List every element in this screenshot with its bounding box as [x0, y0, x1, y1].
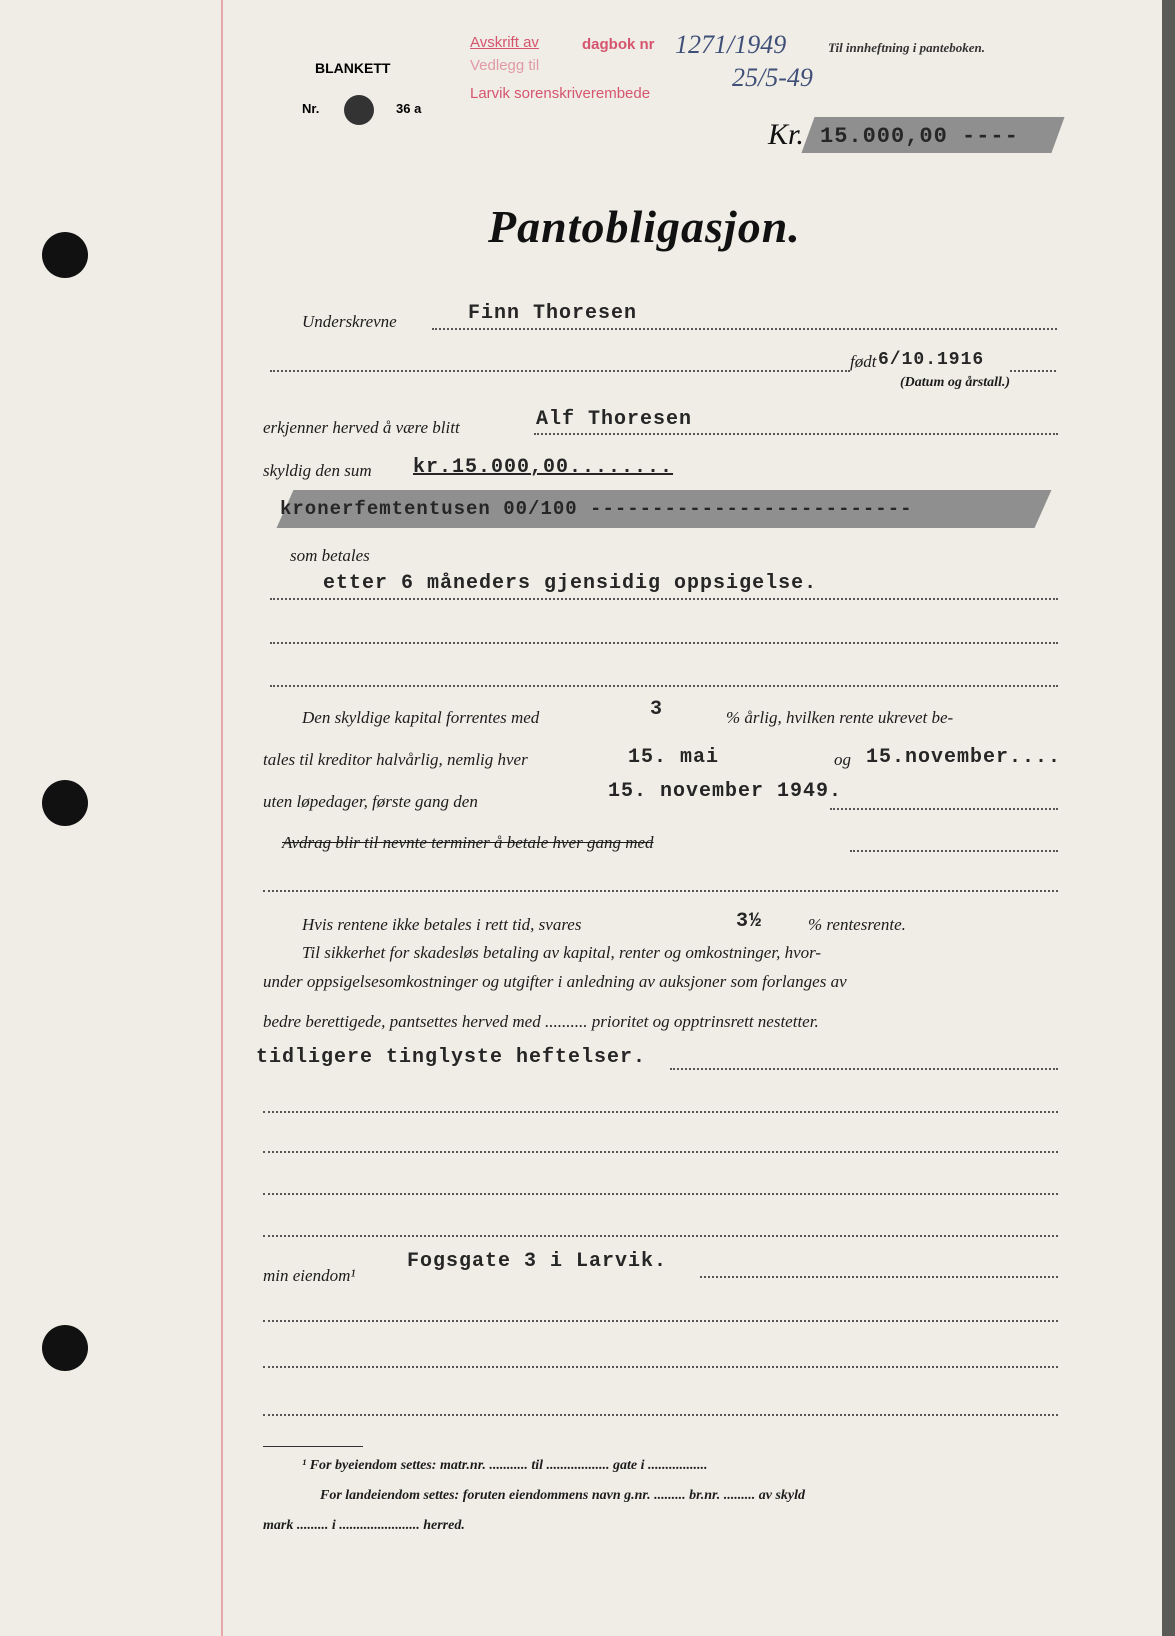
creditor-label: erkjenner herved å være blitt	[263, 418, 460, 437]
dotted-line	[670, 1068, 1058, 1070]
footnote-rule	[263, 1446, 363, 1447]
dagbok-number: 1271/1949	[675, 30, 787, 59]
margin-line	[221, 0, 223, 1636]
header-note: Til innheftning i panteboken.	[828, 40, 985, 55]
born-value: 6/10.1916	[878, 350, 985, 370]
penalty-value: 3½	[736, 910, 763, 933]
footnote-2: For landeiendom settes: foruten eiendommens navn g.nr. ......... br.nr. ......... av skyld	[320, 1488, 805, 1503]
terms-may: 15. mai	[628, 746, 720, 769]
punch-hole	[42, 780, 88, 826]
punch-hole	[42, 1325, 88, 1371]
interest-text: % årlig, hvilken rente ukrevet be-	[726, 708, 954, 727]
undersigned-label: Underskrevne	[302, 312, 397, 331]
footnote-1: ¹ For byeiendom settes: matr.nr. ........... til .................. gate i .................	[302, 1458, 708, 1473]
dotted-line	[1010, 370, 1056, 372]
security-line-1: Til sikkerhet for skadesløs betaling av kapital, renter og omkostninger, hvor-	[302, 943, 822, 962]
stamp-date: 25/5-49	[732, 63, 813, 92]
form-label: BLANKETT	[315, 60, 391, 76]
creditor-value: Alf Thoresen	[536, 408, 693, 431]
property-label: min eiendom¹	[263, 1266, 356, 1285]
dotted-line	[700, 1276, 1058, 1278]
punch-hole	[42, 232, 88, 278]
terms-november: 15.november....	[866, 746, 1062, 769]
amount-value: 15.000,00 ----	[820, 124, 1019, 149]
stamp-line-3: Larvik sorenskriverembede	[470, 85, 651, 102]
footnote-3: mark ......... i ....................... herred.	[263, 1518, 465, 1533]
undersigned-value: Finn Thoresen	[468, 302, 638, 325]
paid-value: etter 6 måneders gjensidig oppsigelse.	[323, 572, 818, 595]
stamp-line-2: Vedlegg til	[470, 57, 540, 74]
first-date-label: uten løpedager, første gang den	[263, 792, 478, 811]
sum-label: skyldig den sum	[263, 461, 372, 480]
dotted-line	[534, 433, 1058, 435]
dotted-line	[263, 890, 1058, 892]
dotted-line	[263, 1111, 1058, 1113]
dotted-line	[270, 642, 1058, 644]
born-hint: (Datum og årstall.)	[900, 375, 1011, 390]
kr-label: Kr.	[768, 118, 804, 151]
security-line-2: under oppsigelsesomkostninger og utgifter i anledning av auksjoner som forlanges av	[263, 972, 847, 991]
dotted-line	[830, 808, 1058, 810]
dotted-line	[270, 685, 1058, 687]
penalty-label: Hvis rentene ikke betales i rett tid, svares	[302, 915, 582, 934]
first-date-value: 15. november 1949.	[608, 780, 843, 803]
property-value: Fogsgate 3 i Larvik.	[407, 1250, 668, 1273]
dotted-line	[263, 1414, 1058, 1416]
priority-value: tidligere tinglyste heftelser.	[256, 1046, 647, 1069]
terms-og: og	[834, 750, 851, 769]
interest-label: Den skyldige kapital forrentes med	[302, 708, 540, 727]
born-label: født	[850, 352, 877, 371]
amount-words: kronerfemtentusen 00/100 --------------------------	[280, 498, 913, 520]
security-line-3: bedre berettigede, pantsettes herved med .......... prioritet og opptrinsrett nestetter.	[263, 1012, 819, 1031]
instalment-struck: Avdrag blir til nevnte terminer å betale hver gang med	[282, 833, 654, 852]
crown-seal-icon	[344, 95, 374, 125]
paid-label: som betales	[290, 546, 370, 565]
penalty-text: % rentesrente.	[808, 915, 906, 934]
dotted-line	[263, 1320, 1058, 1322]
stamp-line-1: Avskrift av	[470, 34, 539, 51]
dotted-line	[263, 1235, 1058, 1237]
sum-value: kr.15.000,00........	[413, 456, 674, 479]
dotted-line	[263, 1193, 1058, 1195]
dotted-line	[263, 1151, 1058, 1153]
form-nr-label: Nr.	[302, 101, 320, 116]
interest-value: 3	[650, 698, 664, 721]
dagbok-label: dagbok nr	[582, 36, 655, 53]
form-number: 36 a	[396, 101, 422, 116]
dotted-line	[270, 370, 850, 372]
dotted-line	[263, 1366, 1058, 1368]
terms-label: tales til kreditor halvårlig, nemlig hver	[263, 750, 528, 769]
page-title: Pantobligasjon.	[488, 201, 801, 252]
dotted-line	[850, 850, 1058, 852]
dotted-line	[432, 328, 1057, 330]
dotted-line	[270, 598, 1058, 600]
